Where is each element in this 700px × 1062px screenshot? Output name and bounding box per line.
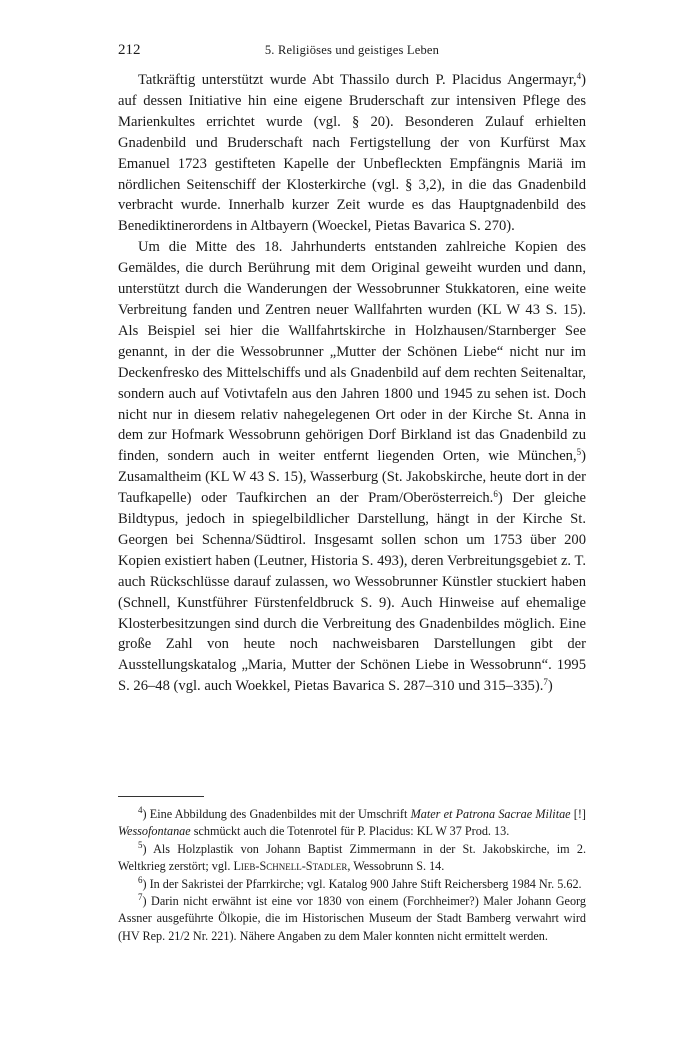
footnote-ref-5: 5 <box>576 447 582 458</box>
footnote-mark-4: 4 <box>138 805 143 815</box>
paragraph-2-text-d: ) <box>547 678 553 695</box>
page-number: 212 <box>118 42 141 58</box>
footnote-4-italic-2: Wessofontanae <box>118 824 191 839</box>
paragraph-1 <box>118 70 586 237</box>
paragraph-1-text-b: ) auf dessen Initiative hin eine eigene Bruderschaft zur intensiven Pflege des Marienkultes errichtet wurde (vgl. § 20). Besonderen Zulauf erhielten Gnadenbild und Bruderschaft nach Fertigstellung der von Kurfürst Max Emanuel 1723 gestifteten Kapelle der Unbefleckten Empfängnis Mariä im nördlichen Seitenschiff der Klosterkirche (vgl. § 3,2), in die das Gnadenbild verbracht wurde. Innerhalb kurzer Zeit wurde es das Hauptgnadenbild des Benediktinerordens in Altbayern (Woeckel, Pietas Bavarica S. 270). <box>118 72 586 235</box>
footnote-5-text-a: ) Als Holzplastik von Johann Baptist Zimmermann in der St. Jakobskirche, im 2. Weltkrieg zerstört; vgl. <box>118 841 586 874</box>
main-text <box>118 70 586 697</box>
footnote-5 <box>118 841 586 876</box>
paragraph-2-text-a: Um die Mitte des 18. Jahrhunderts entstanden zahlreiche Kopien des Gemäldes, die durch Berührung mit dem Original geweiht wurden und dann, unterstützt durch die Wanderungen der Wessobrunner Stukkatoren, eine weite Verbreitung fanden und Zentren neuer Wallfahrten wurden (KL W 43 S. 15). Als Beispiel sei hier die Wallfahrtskirche in Holzhausen/Starnberger See genannt, in der die Wessobrunner „Mutter der Schönen Liebe“ nicht nur im Deckenfresko des Mittelschiffs und als Gnadenbild auf dem rechten Seitenaltar, sondern auch auf Votivtafeln aus den Jahren 1800 und 1945 zu sehen ist. Doch nicht nur in diesem relativ nahegelegenen Ort oder in der Kirche St. Anna in dem zur Hofmark Wessobrunn gehörigen Dorf Birkland ist das Gnadenbild zu finden, sondern auch in weiter entfernt liegenden Orten, wie München, <box>118 239 586 465</box>
page-header <box>118 42 586 62</box>
footnote-4-text-a: ) Eine Abbildung des Gnadenbildes mit der Umschrift <box>142 807 411 821</box>
footnote-5-text-b: , Wessobrunn S. 14. <box>347 859 445 874</box>
footnote-4-text-c: schmückt auch die Totenrotel für P. Placidus: KL W 37 Prod. 13. <box>190 824 510 839</box>
footnote-7-text: ) Darin nicht erwähnt ist eine vor 1830 von einem (Forchheimer?) Maler Johann Georg Assner ausgeführte Ölkopie, die im Historischen Museum der Stadt Bamberg verwahrt wird (HV Rep. 21/2 Nr. 221). Nähere Angaben zu dem Maler konnten nicht ermittelt werden. <box>118 894 586 943</box>
footnote-mark-6: 6 <box>138 874 143 885</box>
footnote-mark-5: 5 <box>138 839 143 850</box>
footnote-5-author-names: Lieb-Schnell-Stadler <box>233 859 348 874</box>
footnote-ref-6: 6 <box>493 489 498 500</box>
footnote-mark-7: 7 <box>138 892 143 903</box>
footnotes <box>118 806 586 945</box>
paragraph-2-text-b: ) Zusamaltheim (KL W 43 S. 15), Wasserburg (St. Jakobskirche, heute dort in der Taufkapelle) oder Taufkirchen an der Pram/Oberösterreich. <box>118 448 586 507</box>
footnote-6-text: ) In der Sakristei der Pfarrkirche; vgl. Katalog 900 Jahre Stift Reichersberg 1984 Nr. 5.62. <box>142 876 582 891</box>
running-head: 5. Religiöses und geistiges Leben <box>264 43 440 57</box>
footnote-ref-4: 4 <box>576 71 582 81</box>
footnote-4-italic-1: Mater et Patrona Sacrae Militae <box>410 807 571 821</box>
footnote-4-text-b: [!] <box>570 807 586 821</box>
footnote-6 <box>118 876 586 893</box>
paragraph-2-text-c: ) Der gleiche Bildtypus, jedoch in spiegelbildlicher Darstellung, hängt in der Kirche St. Georgen bei Schenna/Südtirol. Insgesamt sollen schon um 1753 über 200 Kopien existiert haben (Leutner, Historia S. 493), deren Verbreitungsgebiet z. T. auch Rückschlüsse darauf zulassen, wo Wessobrunner Künstler stuckiert haben (Schnell, Kunstführer Fürstenfeldbruck S. 9). Auch Hinweise auf ehemalige Klosterbesitzungen sind durch die Verbreitung des Gnadenbildes möglich. Eine große Zahl von heute noch nachweisbaren Darstellungen gibt der Ausstellungskatalog „Maria, Mutter der Schönen Liebe in Wessobrunn“. 1995 S. 26–48 (vgl. auch Woekkel, Pietas Bavarica S. 287–310 und 315–335). <box>118 490 586 695</box>
footnote-4 <box>118 806 586 841</box>
paragraph-2 <box>118 237 586 697</box>
footnote-ref-7: 7 <box>543 677 548 688</box>
paragraph-1-text-a: Tatkräftig unterstützt wurde Abt Thassilo durch P. Placidus Angermayr, <box>138 72 577 88</box>
footnote-7 <box>118 893 586 945</box>
footnote-divider <box>118 796 204 797</box>
